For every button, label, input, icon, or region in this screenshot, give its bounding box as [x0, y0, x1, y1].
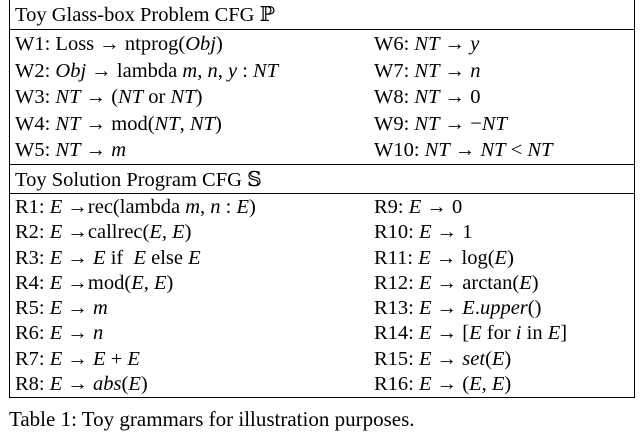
solution-rules — [10, 194, 634, 397]
solution-cfg-header: Toy Solution Program CFG 𝕊 — [10, 164, 634, 194]
solution-rule: R2: E →callrec(E, E) — [15, 221, 192, 244]
solution-row — [10, 220, 634, 245]
solution-row — [10, 271, 634, 296]
problem-row — [10, 111, 634, 138]
problem-rule: W6: NT → y — [374, 33, 480, 55]
problem-rule: W7: NT → n — [374, 59, 481, 82]
problem-rule: W8: NT → 0 — [374, 86, 481, 109]
solution-rule: R6: E → n — [15, 322, 104, 345]
problem-rules — [10, 30, 634, 164]
problem-cfg-header: Toy Glass-box Problem CFG ℙ — [10, 0, 634, 30]
solution-row — [10, 246, 634, 271]
solution-rule: R8: E → abs(E) — [15, 373, 148, 396]
solution-rule: R3: E → E if E else E — [15, 246, 201, 269]
solution-row — [10, 372, 634, 397]
solution-rule: R1: E →rec(lambda m, n : E) — [15, 195, 256, 218]
table-caption: Table 1: Toy grammars for illustration purposes. — [9, 407, 415, 431]
solution-row — [10, 321, 634, 346]
solution-rule: R15: E → set(E) — [374, 347, 512, 370]
problem-rule: W2: Obj → lambda m, n, y : NT — [15, 59, 279, 82]
problem-row — [10, 137, 634, 164]
problem-rule: W5: NT → m — [15, 139, 127, 162]
solution-rule: R14: E → [E for i in E] — [374, 322, 568, 345]
solution-row — [10, 195, 634, 220]
solution-rule: R9: E → 0 — [374, 195, 463, 218]
grammar-table — [9, 0, 635, 398]
solution-rule: R16: E → (E, E) — [374, 373, 512, 396]
problem-rule: W3: NT → (NT or NT) — [15, 86, 203, 109]
solution-rule: R11: E → log(E) — [374, 246, 514, 269]
problem-rule: W1: Loss → ntprog(Obj) — [15, 33, 223, 55]
solution-rule: R5: E → m — [15, 297, 108, 320]
solution-row — [10, 347, 634, 372]
solution-rule: R10: E → 1 — [374, 221, 473, 244]
solution-row — [10, 296, 634, 321]
problem-rule: W9: NT → −NT — [374, 112, 507, 135]
problem-row — [10, 58, 634, 85]
problem-rule: W4: NT → mod(NT, NT) — [15, 112, 222, 135]
solution-rule: R7: E → E + E — [15, 347, 140, 370]
problem-rule: W10: NT → NT < NT — [374, 139, 553, 162]
problem-row — [10, 31, 634, 58]
solution-rule: R12: E → arctan(E) — [374, 271, 539, 294]
solution-rule: R4: E →mod(E, E) — [15, 271, 174, 294]
problem-row — [10, 84, 634, 111]
solution-rule: R13: E → E.upper() — [374, 297, 542, 320]
